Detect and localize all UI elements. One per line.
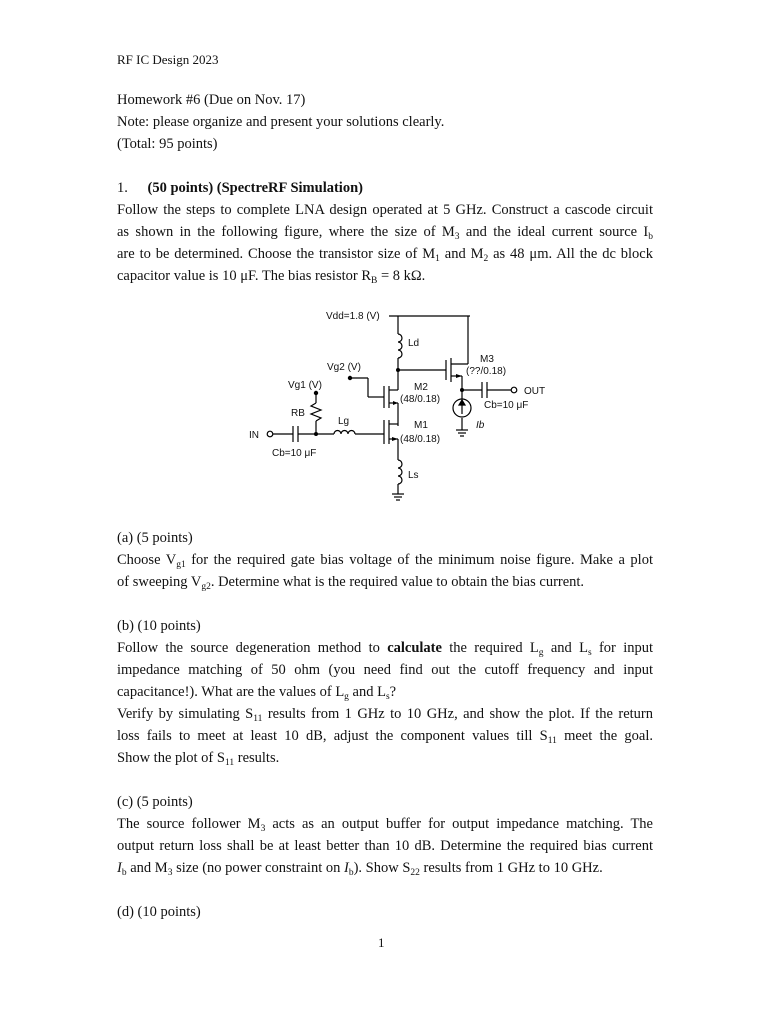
- part-b-line-2: impedance matching of 50 ohm (you need find out the cutoff frequency and input: [117, 662, 653, 678]
- homework-note: Note: please organize and present your solutions clearly.: [117, 114, 445, 130]
- ld-label: Ld: [408, 338, 420, 349]
- part-c-line-1: The source follower $M_3$ acts as an output buffer for output impedance matching. The: [117, 816, 653, 834]
- q1-line-2: as shown in the following figure, where the size of $M_3$ and the ideal current source $I_b$: [117, 224, 653, 242]
- part-a-heading: (a) (5 points): [117, 530, 193, 546]
- part-a-line-1: Choose $V_{g1}$ for the required gate bias voltage of the minimum noise figure. Make a plot: [117, 552, 653, 570]
- q1-line-1: Follow the steps to complete LNA design operated at 5 GHz. Construct a cascode circuit: [117, 202, 653, 218]
- rb-label: RB: [291, 408, 305, 419]
- vg2-label: Vg2 (V): [327, 362, 361, 373]
- part-b-line-4: Verify by simulating $S_{11}$ results from 1 GHz to 10 GHz, and show the plot. If the return: [117, 706, 653, 724]
- cascode-lna-schematic: [240, 305, 560, 510]
- lg-label: Lg: [338, 416, 350, 427]
- part-b-heading: (b) (10 points): [117, 618, 201, 634]
- cb-out-label: Cb=10 μF: [484, 400, 529, 411]
- part-b-line-3: capacitance!). What are the values of $L_g$ and $L_s$?: [117, 684, 397, 702]
- part-d-heading: (d) (10 points): [117, 904, 201, 920]
- part-c-heading: (c) (5 points): [117, 794, 193, 810]
- part-b-line-6: Show the plot of $S_{11}$ results.: [117, 750, 280, 768]
- m2-size-label: (48/0.18): [400, 394, 441, 405]
- q1-line-3: are to be determined. Choose the transistor size of $M_1$ and $M_2$ as 48 μm. All the dc block: [117, 246, 653, 264]
- homework-total: (Total: 95 points): [117, 136, 218, 152]
- m1-label: M1: [414, 420, 428, 431]
- part-c-line-2: output return loss shall be at least better than 10 dB. Determine the required bias current: [117, 838, 653, 854]
- vg1-label: Vg1 (V): [288, 380, 322, 391]
- m2-label: M2: [414, 382, 428, 393]
- m3-label: M3: [480, 354, 494, 365]
- part-b-line-5: loss fails to meet at least 10 dB, adjust the component values till $S_{11}$ meet the goal.: [117, 728, 653, 746]
- m3-size-label: (??/0.18): [466, 366, 507, 377]
- course-header: RF IC Design 2023: [117, 52, 219, 67]
- part-b-line-1: Follow the source degeneration method to calculate the required $L_g$ and $L_s$ for input: [117, 640, 653, 658]
- vdd-label: Vdd=1.8 (V): [326, 311, 380, 322]
- q1-heading-row: [117, 178, 363, 198]
- part-a-line-2: of sweeping $V_{g2}$. Determine what is the required value to obtain the bias current.: [117, 574, 585, 592]
- in-label: IN: [249, 430, 259, 441]
- homework-title: Homework #6 (Due on Nov. 17): [117, 92, 306, 108]
- page-number: 1: [378, 935, 385, 950]
- q1-heading: (50 points) (SpectreRF Simulation): [147, 180, 363, 196]
- out-label: OUT: [524, 386, 546, 397]
- ls-label: Ls: [408, 470, 419, 481]
- ib-label: Ib: [476, 420, 485, 431]
- part-c-line-3: $I_b$ and $M_3$ size (no power constraint on $I_b$). Show $S_{22}$ results from 1 GHz to 10 GHz.: [117, 860, 603, 878]
- cb-in-label: Cb=10 μF: [272, 448, 317, 459]
- q1-number: 1.: [117, 180, 128, 196]
- q1-line-4: capacitor value is 10 μF. The bias resistor $R_B = 8$ kΩ.: [117, 268, 426, 286]
- m1-size-label: (48/0.18): [400, 434, 441, 445]
